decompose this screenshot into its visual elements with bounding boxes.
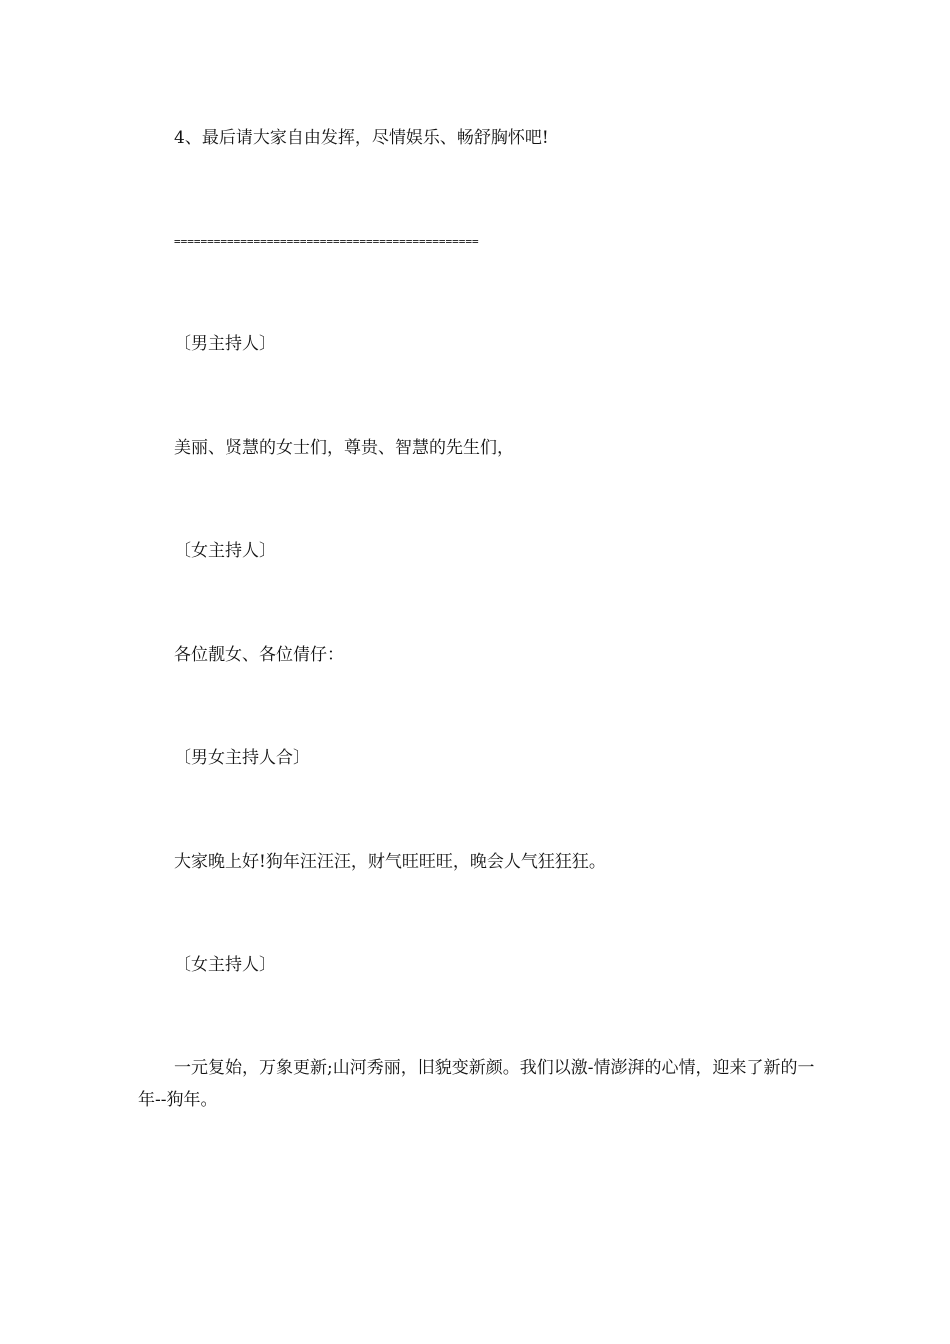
greeting-line: 大家晚上好!狗年汪汪汪，财气旺旺旺，晚会人气狂狂狂。 bbox=[174, 852, 606, 872]
speaker-label-female-host: 〔女主持人〕 bbox=[174, 955, 276, 975]
greeting-line: 美丽、贤慧的女士们，尊贵、智慧的先生们， bbox=[174, 438, 514, 458]
greeting-line: 各位靓女、各位倩仔： bbox=[174, 645, 344, 665]
speaker-label-female-host: 〔女主持人〕 bbox=[174, 541, 276, 561]
speaker-label-male-host: 〔男主持人〕 bbox=[174, 334, 276, 354]
closing-instruction: 4、最后请大家自由发挥，尽情娱乐、畅舒胸怀吧! bbox=[174, 128, 549, 148]
speaker-label-both-hosts: 〔男女主持人合〕 bbox=[174, 748, 310, 768]
section-separator: ============================================== bbox=[174, 235, 479, 248]
body-paragraph: 一元复始，万象更新;山河秀丽，旧貌变新颜。我们以激-情澎湃的心情，迎来了新的一年--狗年。 bbox=[138, 1058, 815, 1110]
